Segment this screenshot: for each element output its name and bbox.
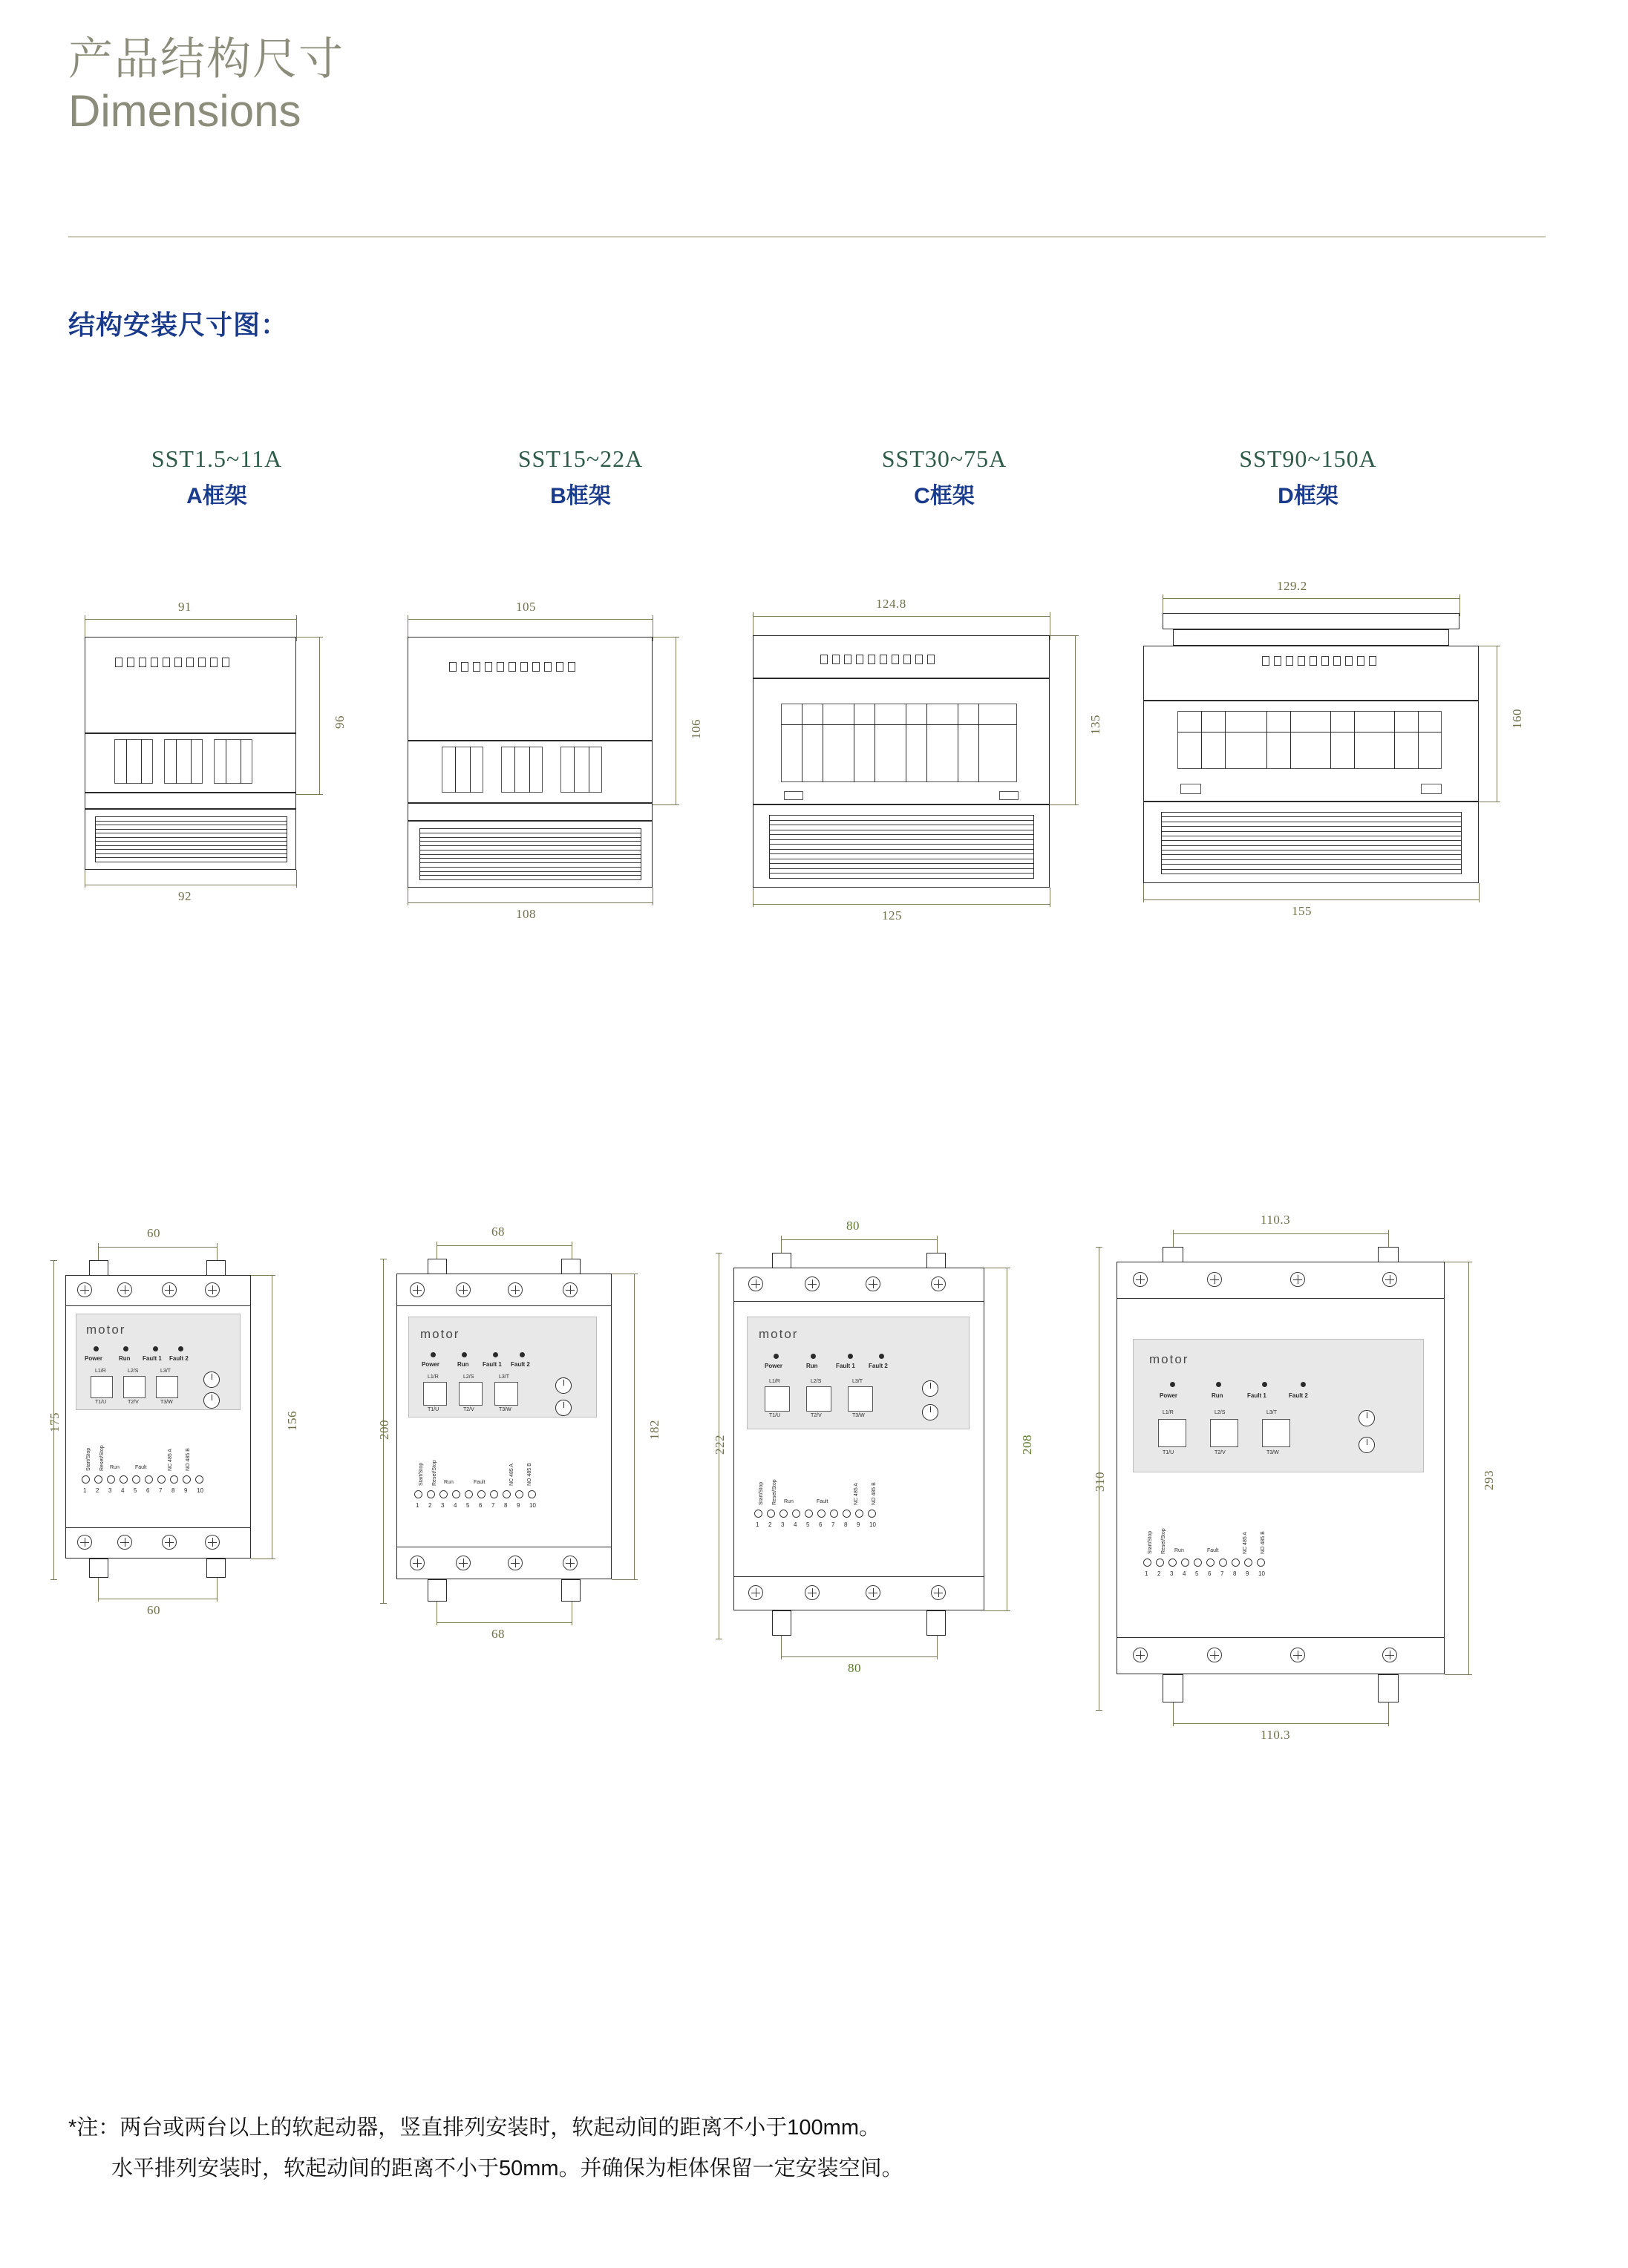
- model-code: SST15~22A: [517, 445, 644, 472]
- dim-b-height: 106: [689, 719, 703, 739]
- terminal-label-start-stop: Start/Stop: [86, 1447, 91, 1471]
- terminal-number: 6: [1208, 1570, 1212, 1577]
- led-fault2: [1301, 1382, 1306, 1387]
- label-l1: L1/R: [95, 1369, 106, 1374]
- terminal-label-fault: Fault: [135, 1465, 147, 1470]
- dimension-drawings: [0, 564, 1628, 2048]
- terminal-number: 10: [529, 1502, 536, 1509]
- terminal-number: 8: [844, 1521, 848, 1528]
- led-label-fault2: Fault 2: [511, 1361, 530, 1368]
- label-t3: T3/W: [499, 1407, 511, 1412]
- label-l3: L3/T: [1266, 1410, 1278, 1415]
- label-t1: T1/U: [428, 1407, 439, 1412]
- terminal-label-start-stop: Start/Stop: [419, 1462, 424, 1486]
- setting-knob-1[interactable]: [922, 1380, 938, 1397]
- label-l3: L3/T: [499, 1374, 510, 1380]
- label-t2: T2/V: [1215, 1450, 1226, 1455]
- plan-view-c: [713, 1195, 1069, 1714]
- terminal-number: 5: [134, 1487, 137, 1494]
- led-label-fault1: Fault 1: [1247, 1392, 1266, 1399]
- dim-a-plan-inner: 156: [285, 1411, 299, 1431]
- terminal-label-485a: NC 485 A: [854, 1483, 859, 1505]
- led-label-run: Run: [1212, 1392, 1223, 1399]
- setting-knob-1[interactable]: [1359, 1410, 1375, 1426]
- terminal-number: 2: [1157, 1570, 1161, 1577]
- model-label-d: [1174, 445, 1442, 510]
- footer-notes: [68, 2108, 1546, 2189]
- terminal-number: 3: [441, 1502, 445, 1509]
- terminal-number: 6: [146, 1487, 150, 1494]
- terminal-number: 10: [197, 1487, 203, 1494]
- led-label-power: Power: [1160, 1392, 1178, 1399]
- terminal-number: 9: [517, 1502, 520, 1509]
- terminal-number: 10: [1258, 1570, 1265, 1577]
- terminal-number: 10: [869, 1521, 876, 1528]
- led-run: [811, 1354, 816, 1359]
- terminal-label-start-stop: Start/Stop: [759, 1481, 764, 1505]
- terminal-number: 1: [416, 1502, 419, 1509]
- led-power: [431, 1352, 436, 1357]
- dim-b-plan-mount-top: 68: [491, 1225, 505, 1239]
- label-l3: L3/T: [852, 1379, 863, 1384]
- model-code: SST1.5~11A: [151, 445, 283, 472]
- dim-c-width: 124.8: [876, 597, 906, 611]
- led-label-fault2: Fault 2: [869, 1363, 888, 1369]
- front-view-d: [1136, 564, 1524, 950]
- setting-knob-2[interactable]: [555, 1400, 572, 1416]
- front-view-a: [74, 594, 356, 913]
- model-frame: C框架: [914, 484, 975, 508]
- terminal-label-reset-stop: Reset/Stop: [432, 1460, 437, 1486]
- dim-d-plan-mount-top: 110.3: [1261, 1213, 1291, 1227]
- dim-c-plan-inner: 208: [1020, 1435, 1034, 1455]
- dim-a-height: 96: [333, 715, 347, 729]
- model-frame: B框架: [550, 484, 611, 508]
- dim-a-plan-mount-top: 60: [147, 1226, 160, 1240]
- terminal-label-fault: Fault: [1207, 1548, 1219, 1553]
- dim-b-plan-overall: 200: [377, 1420, 391, 1440]
- terminal-label-start-stop: Start/Stop: [1148, 1530, 1153, 1554]
- terminal-number: 1: [1145, 1570, 1148, 1577]
- terminal-label-reset-stop: Reset/Stop: [772, 1479, 777, 1505]
- setting-knob-1[interactable]: [203, 1371, 220, 1388]
- dim-d-width: 129.2: [1277, 579, 1307, 593]
- label-l1: L1/R: [769, 1379, 780, 1384]
- led-fault2: [520, 1352, 525, 1357]
- led-run: [462, 1352, 467, 1357]
- model-label-row: [68, 445, 1560, 527]
- led-run: [123, 1346, 128, 1351]
- terminal-label-485a: NC 485 A: [1243, 1532, 1248, 1554]
- terminal-number: 2: [768, 1521, 772, 1528]
- label-l2: L2/S: [811, 1379, 822, 1384]
- terminal-label-fault: Fault: [474, 1480, 486, 1485]
- terminal-number: 6: [479, 1502, 483, 1509]
- terminal-label-run: Run: [784, 1499, 794, 1504]
- led-power: [774, 1354, 779, 1359]
- header-divider: [68, 236, 1546, 237]
- terminal-number: 5: [466, 1502, 470, 1509]
- label-t1: T1/U: [95, 1400, 107, 1405]
- terminal-label-485b: NO 485 B: [186, 1448, 191, 1471]
- plan-view-a: [48, 1210, 364, 1670]
- dim-d-plan-inner: 293: [1482, 1470, 1496, 1490]
- label-t3: T3/W: [852, 1413, 865, 1418]
- dim-d-height: 160: [1510, 709, 1524, 729]
- dim-a-width: 91: [178, 600, 192, 614]
- led-label-power: Power: [85, 1355, 103, 1362]
- page-title-en: Dimensions: [68, 86, 301, 136]
- terminal-label-485b: NO 485 B: [1261, 1531, 1266, 1554]
- terminal-number: 1: [756, 1521, 759, 1528]
- terminal-number: 4: [1183, 1570, 1186, 1577]
- led-label-fault1: Fault 1: [836, 1363, 855, 1369]
- plan-view-b: [379, 1202, 705, 1692]
- label-t1: T1/U: [1163, 1450, 1174, 1455]
- led-label-fault2: Fault 2: [1289, 1392, 1308, 1399]
- label-t2: T2/V: [463, 1407, 474, 1412]
- dim-b-depth-width: 108: [516, 907, 536, 921]
- label-t1: T1/U: [769, 1413, 781, 1418]
- led-fault2: [879, 1354, 884, 1359]
- terminal-number: 4: [121, 1487, 125, 1494]
- led-label-fault2: Fault 2: [169, 1355, 189, 1362]
- terminal-number: 2: [96, 1487, 99, 1494]
- led-fault1: [848, 1354, 853, 1359]
- terminal-number: 7: [1220, 1570, 1224, 1577]
- model-label-c: [811, 445, 1078, 510]
- terminal-number: 1: [83, 1487, 87, 1494]
- model-label-b: [447, 445, 714, 510]
- label-l1: L1/R: [1163, 1410, 1174, 1415]
- terminal-label-run: Run: [1174, 1548, 1184, 1553]
- page-title-cn: 产品结构尺寸: [68, 34, 344, 84]
- terminal-number: 8: [504, 1502, 508, 1509]
- led-run: [1216, 1382, 1221, 1387]
- terminal-number: 9: [184, 1487, 188, 1494]
- led-fault1: [493, 1352, 498, 1357]
- led-label-run: Run: [806, 1363, 818, 1369]
- setting-knob-2[interactable]: [1359, 1437, 1375, 1453]
- led-power: [1170, 1382, 1175, 1387]
- terminal-number: 4: [454, 1502, 457, 1509]
- setting-knob-2[interactable]: [203, 1392, 220, 1409]
- label-t2: T2/V: [811, 1413, 822, 1418]
- note-line-1: *注：两台或两台以上的软起动器，竖直排列安装时，软起动间的距离不小于100mm。: [68, 2116, 880, 2140]
- brand-label: motor: [759, 1327, 799, 1341]
- dim-c-plan-mount-top: 80: [846, 1219, 860, 1233]
- terminal-number: 7: [831, 1521, 835, 1528]
- terminal-number: 9: [857, 1521, 860, 1528]
- dim-b-plan-mount-bottom: 68: [491, 1627, 505, 1641]
- dim-a-plan-mount-bottom: 60: [147, 1603, 160, 1617]
- setting-knob-2[interactable]: [922, 1404, 938, 1420]
- terminal-number: 8: [1233, 1570, 1237, 1577]
- label-l1: L1/R: [428, 1374, 439, 1380]
- terminal-number: 6: [819, 1521, 823, 1528]
- led-label-fault1: Fault 1: [483, 1361, 502, 1368]
- page-header: [68, 36, 1538, 137]
- terminal-number: 3: [781, 1521, 785, 1528]
- terminal-label-reset-stop: Reset/Stop: [1161, 1528, 1166, 1554]
- led-label-power: Power: [422, 1361, 440, 1368]
- label-l2: L2/S: [463, 1374, 474, 1380]
- dim-c-height: 135: [1088, 715, 1102, 735]
- terminal-label-run: Run: [444, 1480, 454, 1485]
- brand-label: motor: [420, 1327, 460, 1341]
- led-fault1: [1262, 1382, 1267, 1387]
- model-frame: A框架: [186, 484, 247, 508]
- dim-c-plan-mount-bottom: 80: [848, 1661, 861, 1675]
- led-power: [94, 1346, 99, 1351]
- terminal-number: 9: [1246, 1570, 1249, 1577]
- brand-label: motor: [1149, 1352, 1189, 1366]
- label-l3: L3/T: [160, 1369, 171, 1374]
- model-frame: D框架: [1278, 484, 1338, 508]
- label-t3: T3/W: [160, 1400, 173, 1405]
- label-l2: L2/S: [128, 1369, 139, 1374]
- terminal-number: 4: [794, 1521, 797, 1528]
- terminal-label-485a: NC 485 A: [168, 1449, 173, 1471]
- dim-a-plan-overall: 175: [48, 1412, 62, 1432]
- led-label-run: Run: [119, 1355, 131, 1362]
- brand-label: motor: [86, 1323, 126, 1337]
- dim-c-depth-width: 125: [882, 908, 902, 922]
- dim-d-plan-mount-bottom: 110.3: [1261, 1728, 1291, 1742]
- terminal-number: 5: [1195, 1570, 1199, 1577]
- dim-a-depth-width: 92: [178, 889, 192, 903]
- terminal-label-485a: NC 485 A: [509, 1464, 514, 1486]
- dim-d-plan-overall: 310: [1093, 1472, 1107, 1492]
- dim-b-width: 105: [516, 600, 536, 614]
- led-label-run: Run: [457, 1361, 469, 1368]
- dim-d-depth-width: 155: [1292, 904, 1312, 918]
- label-t3: T3/W: [1266, 1450, 1279, 1455]
- label-l2: L2/S: [1215, 1410, 1226, 1415]
- led-fault2: [178, 1346, 183, 1351]
- terminal-number: 2: [428, 1502, 432, 1509]
- model-code: SST90~150A: [1239, 445, 1377, 472]
- led-fault1: [153, 1346, 158, 1351]
- terminal-number: 7: [491, 1502, 495, 1509]
- terminal-label-reset-stop: Reset/Stop: [99, 1445, 105, 1471]
- terminal-number: 5: [806, 1521, 810, 1528]
- terminal-number: 8: [171, 1487, 175, 1494]
- note-line-2: 水平排列安装时，软起动间的距离不小于50mm。并确保为柜体保留一定安装空间。: [111, 2157, 903, 2181]
- section-title: 结构安装尺寸图：: [68, 309, 289, 340]
- terminal-label-485b: NO 485 B: [527, 1463, 532, 1486]
- dim-b-plan-inner: 182: [647, 1420, 661, 1440]
- dim-c-plan-overall: 222: [713, 1435, 727, 1455]
- terminal-label-run: Run: [110, 1465, 120, 1470]
- terminal-number: 3: [1170, 1570, 1174, 1577]
- model-code: SST30~75A: [881, 445, 1007, 472]
- model-label-a: [83, 445, 350, 510]
- front-view-c: [742, 579, 1102, 950]
- led-label-fault1: Fault 1: [143, 1355, 162, 1362]
- terminal-label-485b: NO 485 B: [872, 1482, 877, 1505]
- plan-view-d: [1091, 1187, 1507, 1766]
- setting-knob-1[interactable]: [555, 1377, 572, 1394]
- terminal-number: 7: [159, 1487, 163, 1494]
- terminal-number: 3: [108, 1487, 112, 1494]
- led-label-power: Power: [765, 1363, 783, 1369]
- front-view-b: [397, 594, 703, 928]
- terminal-label-fault: Fault: [817, 1499, 828, 1504]
- label-t2: T2/V: [128, 1400, 139, 1405]
